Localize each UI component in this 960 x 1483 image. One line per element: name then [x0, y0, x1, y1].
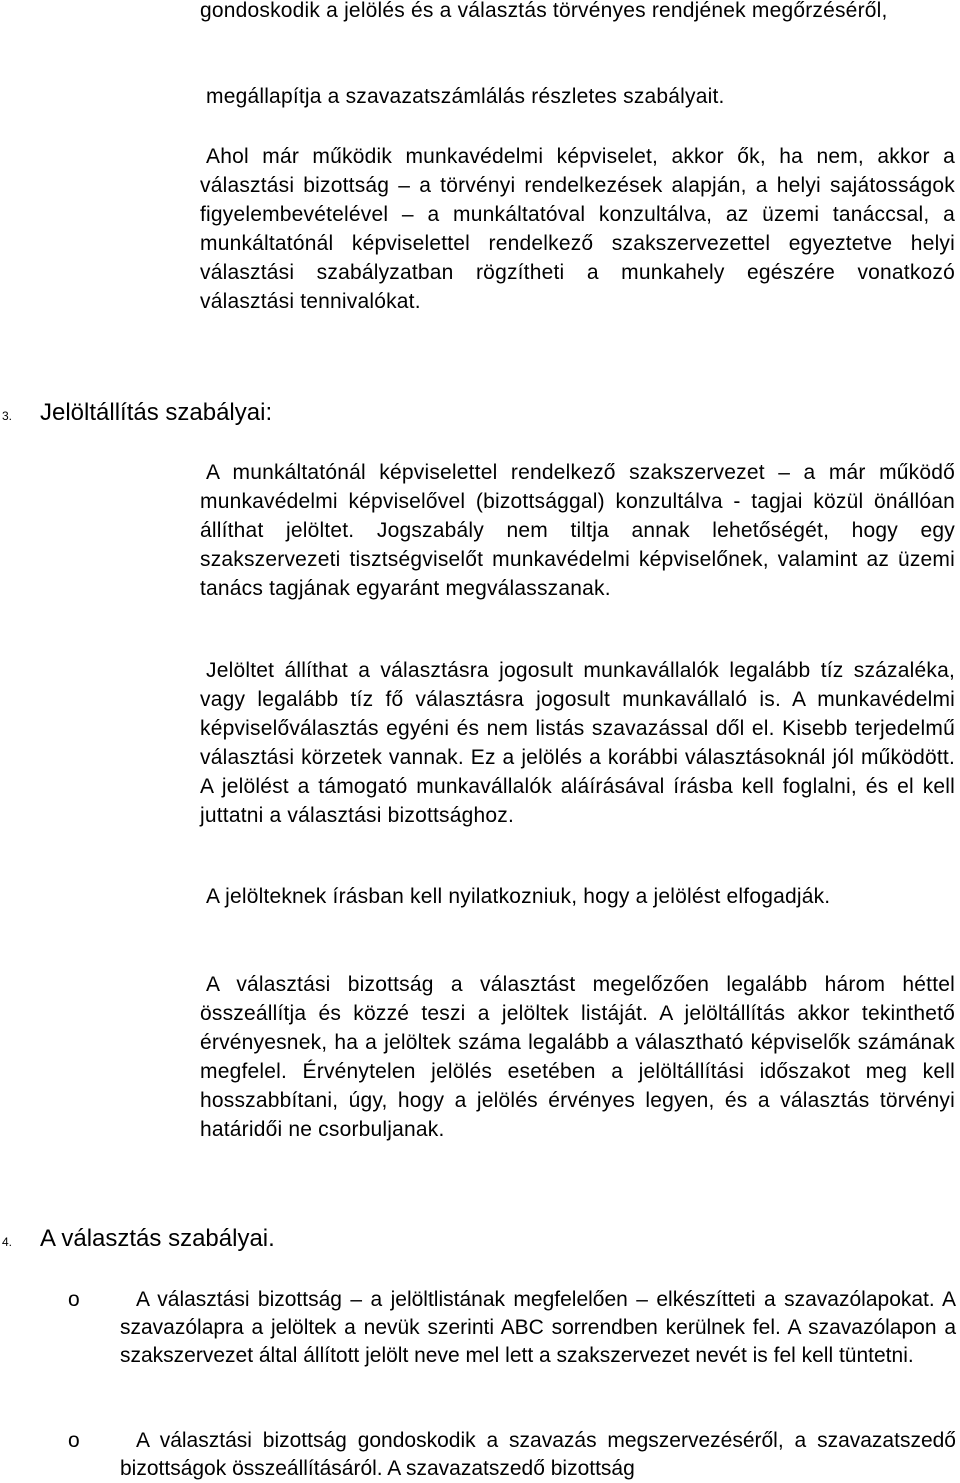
- bullet-marker: o: [68, 1288, 80, 1311]
- paragraph-munkavedelmi-kepviselet: Ahol már működik munkavédelmi képviselet, akkor ők, ha nem, akkor a választási bizottság – a törvényi rendelkezések alapján, a helyi sajátosságok figyelembevételével – a munkáltatóval konzultálva, az üzemi tanáccsal, a munkáltatónál képviselettel rendelkező szakszervezettel egyeztetve helyi választási szabályzatban rögzítheti a munkahely egészére vonatkozó választási tennivalókat.: [200, 145, 955, 313]
- paragraph-bizottsag-feladat-1: gondoskodik a jelölés és a választás törvényes rendjének megőrzéséről,: [200, 0, 888, 22]
- section-number: 3.: [2, 409, 13, 423]
- list-item-text: A választási bizottság – a jelöltlistának megfelelően – elkészítteti a szavazólapokat. A szavazólapra a jelöltek a nevük szerinti ABC sorrendben kerülnek fel. A szavazólapon a szakszervezet által állított jelölt neve mel lett a szakszervezet nevét is fel kell tüntetni.: [120, 1288, 956, 1367]
- section-title: Jelöltállítás szabályai:: [40, 399, 273, 426]
- paragraph-bizottsag-feladat-2: megállapítja a szavazatszámlálás részletes szabályait.: [206, 85, 725, 108]
- list-item-text: A választási bizottság gondoskodik a szavazás megszervezéséről, a szavazatszedő bizottságok összeállításáról. A szavazatszedő bizottság: [120, 1429, 956, 1480]
- paragraph-szakszervezet-jelolt: A munkáltatónál képviselettel rendelkező szakszervezet – a már működő munkavédelmi képviselővel (bizottsággal) konzultálva - tagjai közül önállóan állíthat jelöltet. Jogszabály nem tiltja annak lehetőségét, hogy egy szakszervezeti tisztségviselőt munkavédelmi képviselőnek, valamint az üzemi tanács tagjának egyaránt megválasszanak.: [200, 461, 955, 600]
- paragraph-jelolt-allitas-feltetel: Jelöltet állíthat a választásra jogosult munkavállalók legalább tíz százaléka, vagy legalább tíz fő választásra jogosult munkavállaló is. A munkavédelmi képviselőválasztás egyéni és nem listás szavazással dől el. Kisebb terjedelmű választási körzetek vannak. Ez a jelölés a korábbi választásoknál jól működött. A jelölést a támogató munkavállalók aláírásával írásba kell foglalni, és el kell juttatni a választási bizottsághoz.: [200, 659, 955, 827]
- section-title: A választás szabályai.: [40, 1225, 275, 1252]
- bullet-marker: o: [68, 1429, 80, 1452]
- paragraph-jelolt-nyilatkozat: A jelölteknek írásban kell nyilatkozniuk, hogy a jelölést elfogadják.: [206, 885, 831, 908]
- paragraph-jeloltlista-kozzetetel: A választási bizottság a választást megelőzően legalább három héttel összeállítja és közzé teszi a jelöltek listáját. A jelöltállítás akkor tekinthető érvényesnek, ha a jelöltek száma legalább a választható képviselők számának megfelel. Érvénytelen jelölés esetében a jelöltállítási időszakot meg kell hosszabbítani, úgy, hogy a jelölés érvényes legyen, és a választás törvényi határidői ne csorbuljanak.: [200, 973, 955, 1141]
- section-heading-jeloltallitas: [2, 398, 272, 431]
- section-number: 4.: [2, 1235, 13, 1249]
- section-heading-valasztas-szabalyai: [2, 1224, 275, 1257]
